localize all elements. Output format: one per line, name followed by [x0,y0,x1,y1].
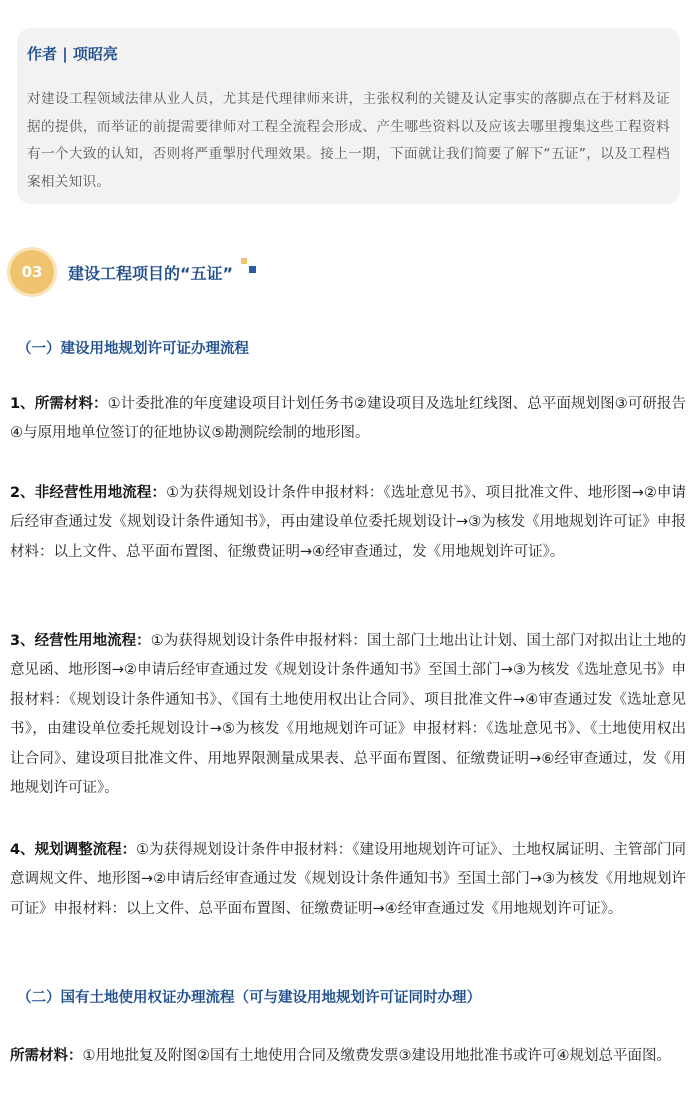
item-label: 2、非经营性用地流程： [10,485,167,501]
decor-square-orange [241,258,247,264]
part1-item-nonbusiness [10,479,686,567]
author-line: 作者 | 项昭亮 [27,45,118,63]
section-header [10,250,310,298]
item-label: 3、经营性用地流程： [10,633,151,649]
part1-item-business [10,627,686,803]
part2-heading: （二）国有土地使用权证办理流程（可与建设用地规划许可证同时办理） [17,990,481,1006]
part2-item-materials [10,1042,686,1071]
item-label: 所需材料： [10,1048,83,1064]
part1-item-materials [10,390,686,449]
item-label: 4、规划调整流程： [10,842,137,858]
intro-paragraph: 对建设工程领域法律从业人员，尤其是代理律师来讲，主张权利的关键及认定事实的落脚点在于材料及证据的提供，而举证的前提需要律师对工程全流程会形成、产生哪些资料以及应该去哪里搜集这些工程资料有一个大致的认知，否则将严重掣肘代理效果。接上一期，下面就让我们简要了解下“五证”，以及工程档案相关知识。 [27,91,670,190]
section-title: 建设工程项目的“五证” [68,264,234,283]
item-text: ①为获得规划设计条件申报材料：国土部门土地出让计划、国土部门对拟出让土地的意见函、地形图→②申请后经审查通过发《规划设计条件通知书》至国土部门→③为核发《选址意见书》申报材料：《规划设计条件通知书》、《国有土地使用权出让合同》、项目批准文件→④审查通过发《选址意见书》，由建设单位委托规划设计→⑤为核发《用地规划许可证》申报材料：《选址意见书》、《土地使用权出让合同》、建设项目批准文件、用地界限测量成果表、总平面布置图、征缴费证明→⑥经审查通过，发《用地规划许可证》。 [10,633,687,797]
item-text: ①用地批复及附图②国有土地使用合同及缴费发票③建设用地批准书或许可④规划总平面图。 [82,1048,671,1064]
item-text: ①计委批准的年度建设项目计划任务书②建设项目及选址红线图、总平面规划图③可研报告④与原用地单位签订的征地协议⑤勘测院绘制的地形图。 [10,396,686,442]
section-number-badge: 03 [10,250,54,294]
item-text: ①为获得规划设计条件申报材料：《选址意见书》、项目批准文件、地形图→②申请后经审查通过发《规划设计条件通知书》，再由建设单位委托规划设计→③为核发《用地规划许可证》申报材料：以上文件、总平面布置图、征缴费证明→④经审查通过，发《用地规划许可证》。 [10,485,686,560]
part1-heading: （一）建设用地规划许可证办理流程 [17,341,249,357]
decor-square-blue [249,266,256,273]
intro-box [17,28,680,204]
item-label: 1、所需材料： [10,396,108,412]
part1-item-adjust [10,836,686,924]
item-text: ①为获得规划设计条件申报材料：《建设用地规划许可证》、土地权属证明、主管部门同意调规文件、地形图→②申请后经审查通过发《规划设计条件通知书》至国土部门→③为核发《用地规划许可证》申报材料：以上文件、总平面布置图、征缴费证明→④经审查通过发《用地规划许可证》。 [10,842,686,917]
